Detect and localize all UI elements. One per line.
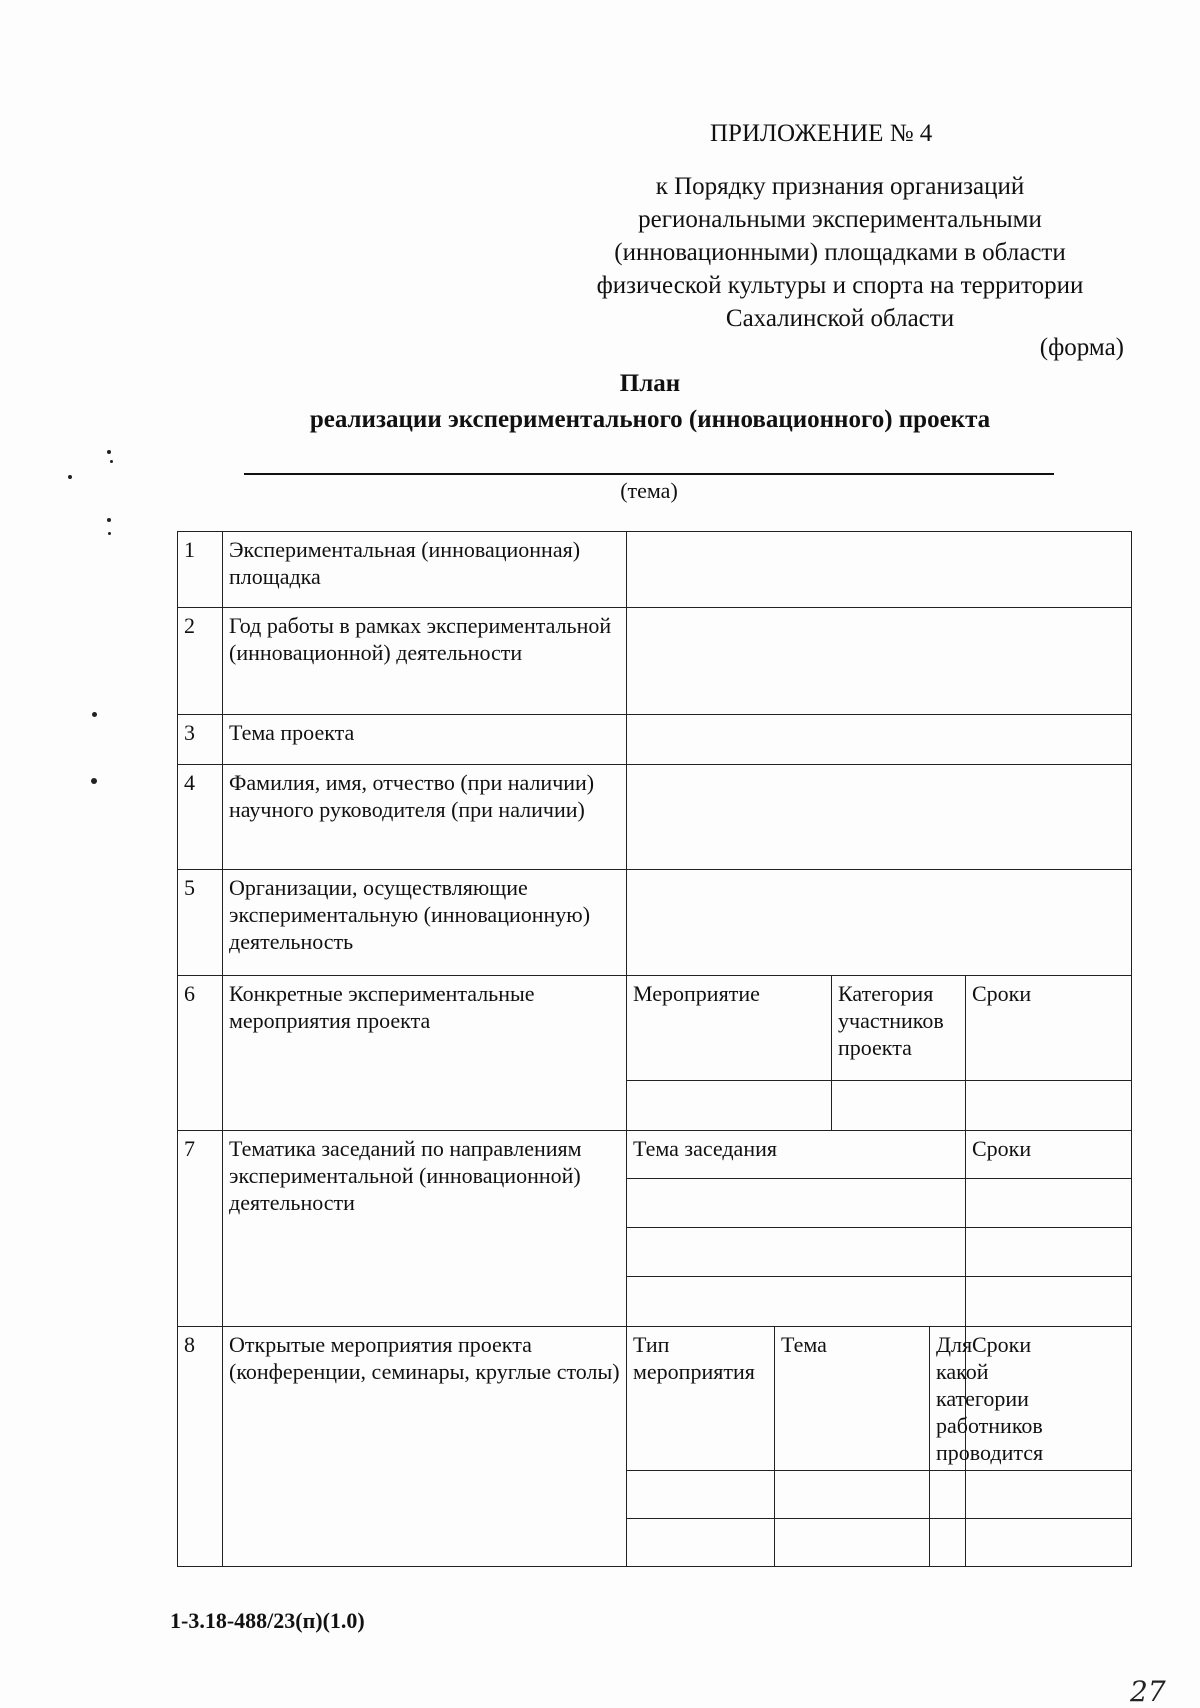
- value-cell[interactable]: [930, 1471, 966, 1519]
- row-label: Экспериментальная (инновационная) площадка: [223, 532, 627, 608]
- value-cell[interactable]: [930, 1519, 966, 1567]
- column-header: Тип мероприятия: [627, 1327, 775, 1471]
- plan-title: План: [619, 370, 681, 397]
- value-cell[interactable]: [627, 532, 1132, 608]
- row-label: Тема проекта: [223, 715, 627, 765]
- appendix-line: к Порядку признания организаций: [655, 173, 1025, 200]
- table-row: [178, 1327, 1132, 1471]
- appendix-line: региональными экспериментальными: [638, 206, 1042, 233]
- row-number: 7: [178, 1131, 223, 1327]
- value-cell[interactable]: [966, 1471, 1132, 1519]
- appendix-title: ПРИЛОЖЕНИЕ № 4: [710, 120, 933, 147]
- scan-speck: [68, 475, 72, 479]
- row-number: 6: [178, 976, 223, 1131]
- scan-speck: [110, 460, 113, 463]
- column-header: Сроки: [966, 1327, 1132, 1471]
- value-cell[interactable]: [627, 1228, 966, 1277]
- form-label: (форма): [1039, 334, 1124, 361]
- scan-speck: [91, 778, 97, 784]
- row-label: Год работы в рамках экспериментальной (инновационной) деятельности: [223, 608, 627, 715]
- value-cell[interactable]: [627, 1471, 775, 1519]
- table-row: [178, 976, 1132, 1081]
- scan-speck: [92, 712, 97, 717]
- table-row: [178, 715, 1132, 765]
- row-number: 4: [178, 765, 223, 870]
- row-label: Конкретные экспериментальные мероприятия проекта: [223, 976, 627, 1131]
- topic-fill-line: [244, 473, 1054, 475]
- column-header: Для какой категории работников проводится: [930, 1327, 966, 1471]
- value-cell[interactable]: [627, 715, 1132, 765]
- row-label: Организации, осуществляющие экспериментальную (инновационную) деятельность: [223, 870, 627, 976]
- row-number: 1: [178, 532, 223, 608]
- row-number: 5: [178, 870, 223, 976]
- table-row: [178, 608, 1132, 715]
- value-cell[interactable]: [966, 1081, 1132, 1131]
- value-cell[interactable]: [627, 1277, 966, 1327]
- appendix-line: (инновационными) площадками в области: [614, 239, 1066, 266]
- value-cell[interactable]: [627, 1179, 966, 1228]
- row-label: Открытые мероприятия проекта (конференции, семинары, круглые столы): [223, 1327, 627, 1567]
- plan-subtitle: реализации экспериментального (инновационного) проекта: [309, 406, 991, 433]
- column-header: Тема заседания: [627, 1131, 966, 1179]
- row-number: 8: [178, 1327, 223, 1567]
- column-header: Сроки: [966, 1131, 1132, 1179]
- value-cell[interactable]: [775, 1471, 930, 1519]
- value-cell[interactable]: [627, 870, 1132, 976]
- value-cell[interactable]: [627, 765, 1132, 870]
- table-row: [178, 1131, 1132, 1179]
- value-cell[interactable]: [627, 1519, 775, 1567]
- appendix-line: физической культуры и спорта на территории: [596, 272, 1084, 299]
- row-number: 3: [178, 715, 223, 765]
- scan-speck: [107, 450, 111, 454]
- page-number: 27: [1130, 1675, 1166, 1708]
- value-cell[interactable]: [627, 608, 1132, 715]
- value-cell[interactable]: [966, 1277, 1132, 1327]
- row-label: Тематика заседаний по направлениям экспериментальной (инновационной) деятельности: [223, 1131, 627, 1327]
- value-cell[interactable]: [966, 1228, 1132, 1277]
- table-row: [178, 532, 1132, 608]
- row-number: 2: [178, 608, 223, 715]
- column-header: Сроки: [966, 976, 1132, 1081]
- column-header: Тема: [775, 1327, 930, 1471]
- appendix-line: Сахалинской области: [725, 305, 955, 332]
- document-code: 1-3.18-488/23(п)(1.0): [170, 1608, 365, 1633]
- column-header: Мероприятие: [627, 976, 832, 1081]
- value-cell[interactable]: [627, 1081, 832, 1131]
- appendix-reference: [540, 170, 1140, 335]
- column-header: Категория участников проекта: [832, 976, 966, 1081]
- table-row: [178, 870, 1132, 976]
- value-cell[interactable]: [966, 1519, 1132, 1567]
- topic-caption: (тема): [620, 478, 678, 503]
- table-row: [178, 765, 1132, 870]
- value-cell[interactable]: [966, 1179, 1132, 1228]
- scan-speck: [108, 532, 111, 535]
- scan-speck: [107, 518, 111, 522]
- plan-table: [177, 531, 1132, 1567]
- row-label: Фамилия, имя, отчество (при наличии) научного руководителя (при наличии): [223, 765, 627, 870]
- value-cell[interactable]: [832, 1081, 966, 1131]
- value-cell[interactable]: [775, 1519, 930, 1567]
